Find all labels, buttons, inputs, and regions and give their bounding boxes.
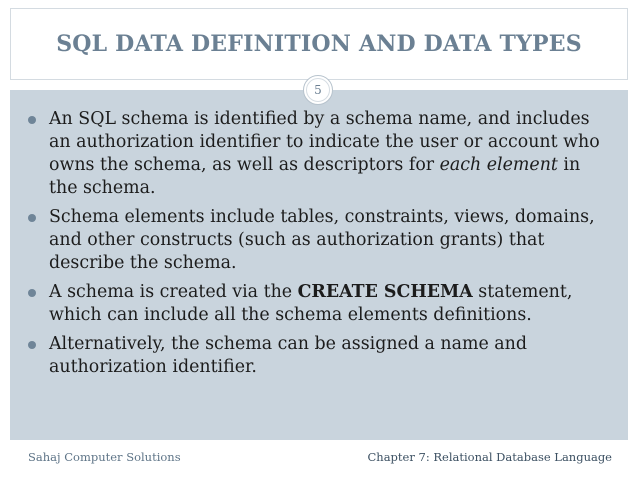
bullet-text: in the schema. <box>49 155 581 198</box>
bullet-list <box>22 108 606 379</box>
page-number-badge <box>303 75 333 105</box>
bullet-item <box>22 108 606 200</box>
bullet-strong: CREATE SCHEMA <box>297 282 473 302</box>
bullet-marker-icon <box>28 289 36 297</box>
bullet-item <box>22 281 606 327</box>
page-number: 5 <box>314 83 322 97</box>
content-area <box>10 90 628 440</box>
bullet-marker-icon <box>28 341 36 349</box>
footer-left: Sahaj Computer Solutions <box>28 450 181 464</box>
slide-title: SQL DATA DEFINITION AND DATA TYPES <box>56 31 582 57</box>
footer-right: Chapter 7: Relational Database Language <box>367 450 612 464</box>
bullet-emphasis: each element <box>439 155 558 175</box>
title-band <box>10 8 628 80</box>
bullet-text: Alternatively, the schema can be assigned a name and authorization identifier. <box>49 334 527 377</box>
bullet-text: statement, which can include all the schema elements definitions. <box>49 282 573 325</box>
bullet-marker-icon <box>28 214 36 222</box>
bullet-text: Schema elements include tables, constraints, views, domains, and other constructs (such as authorization grants) that describe the schema. <box>49 207 595 273</box>
bullet-item <box>22 206 606 275</box>
bullet-marker-icon <box>28 116 36 124</box>
bullet-item <box>22 333 606 379</box>
bullet-text: An SQL schema is identified by a schema name, and includes an authorization identifier to indicate the user or account who owns the schema, as well as descriptors for <box>49 109 600 175</box>
bullet-text: A schema is created via the <box>49 282 298 302</box>
